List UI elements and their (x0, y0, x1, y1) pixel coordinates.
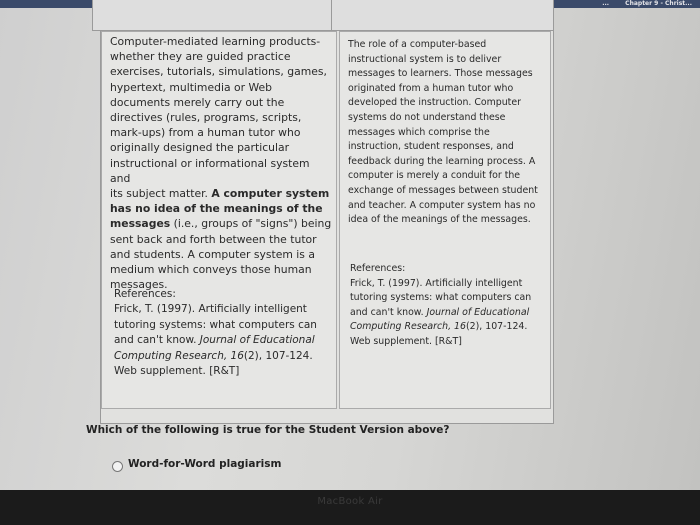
reference-journal: Journal of Educational Computing Research, 16 (350, 306, 530, 333)
original-source-text: The role of a computer-based instructional system is to deliver messages to learners. Those messages originated from a human tutor who developed the instruction. Computer systems do not understand these messages which comprise the instruction, student responses, and feedback during the learning process. A computer is merely a conduit for the exchange of messages between student and teacher. A computer system has no idea of the meanings of the messages. (348, 39, 538, 226)
comparison-table (100, 30, 554, 424)
radio-button[interactable] (112, 461, 123, 472)
student-version-cell (101, 31, 337, 409)
references-heading: References: (114, 288, 176, 300)
references-heading: References: (350, 263, 406, 274)
laptop-bezel-label: MacBook Air (317, 496, 383, 507)
option-label[interactable]: Word-for-Word plagiarism (128, 458, 282, 470)
original-source-cell (339, 31, 551, 409)
reference-citation-end: (2), 107-124. Web supplement. [R&T] (114, 349, 313, 378)
tab-chapter-9[interactable]: Chapter 9 - Christ... (625, 0, 692, 7)
original-references (350, 262, 546, 350)
column-divider (331, 0, 332, 30)
tab-previous[interactable]: ... (602, 0, 610, 7)
student-text-outro: (i.e., groups of "signs") being sent back and forth between the tutor and students. A computer system is a medium which conveys those human messages. (110, 217, 332, 292)
student-version-text (110, 34, 332, 292)
reference-journal: Journal of Educational Computing Research, 16 (114, 334, 315, 362)
student-text-bold: A computer system has no idea of the meanings of the messages (110, 187, 330, 231)
student-text-intro: Computer-mediated learning products- whether they are guided practice exercises, tutorials, simulations, games, hypertext, multimedia or Web documents merely carry out the directives (rules, programs, scripts, mark-ups) from a human tutor who originally designed the particular instructional or informational system and its subject matter. (110, 35, 327, 201)
question-text: Which of the following is true for the Student Version above? (86, 424, 450, 436)
previous-table-row (92, 0, 554, 31)
student-references (114, 287, 328, 379)
reference-citation: Frick, T. (1997). Artificially intelligent tutoring systems: what computers can and can't know. (114, 303, 317, 347)
reference-citation: Frick, T. (1997). Artificially intelligent tutoring systems: what computers can and can't know. (350, 277, 532, 318)
tab-list (588, 0, 692, 8)
reference-citation-end: (2), 107-124. Web supplement. [R&T] (350, 321, 528, 347)
